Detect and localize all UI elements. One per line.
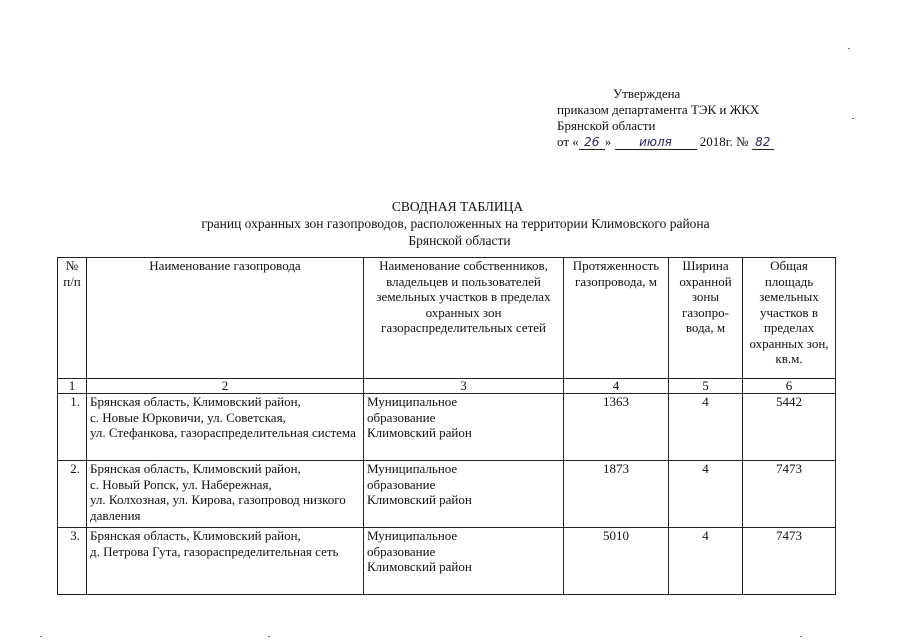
table-header-row bbox=[58, 258, 836, 379]
approval-order: приказом департамента ТЭК и ЖКХ bbox=[557, 102, 760, 117]
approval-title: Утверждена bbox=[613, 86, 681, 101]
column-number: 6 bbox=[743, 379, 836, 394]
column-number: 2 bbox=[87, 379, 364, 394]
order-number-label: № bbox=[736, 134, 749, 149]
table-row bbox=[58, 461, 836, 528]
scan-speck bbox=[40, 636, 42, 637]
row-zone-width: 4 bbox=[669, 528, 743, 595]
row-owner: Муниципальное образование Климовский район bbox=[364, 528, 564, 595]
approval-date-line bbox=[557, 134, 774, 150]
column-number: 3 bbox=[364, 379, 564, 394]
row-area: 7473 bbox=[743, 461, 836, 528]
approval-block bbox=[557, 86, 774, 150]
column-number-row bbox=[58, 379, 836, 394]
order-number: 82 bbox=[752, 136, 774, 150]
row-pipeline-name: Брянская область, Климовский район, д. Петрова Гута, газораспределительная сеть bbox=[87, 528, 364, 595]
row-pipeline-name: Брянская область, Климовский район, с. Новый Ропск, ул. Набережная, ул. Колхозная, ул. Кирова, газопровод низкого давления bbox=[87, 461, 364, 528]
header-owners: Наименование собственников, владельцев и пользователей земельных участков в пределах охранных зон газораспределительных сетей bbox=[364, 258, 564, 379]
row-zone-width: 4 bbox=[669, 461, 743, 528]
row-length: 1363 bbox=[564, 394, 669, 461]
header-area: Общая площадь земельных участков в пределах охранных зон, кв.м. bbox=[743, 258, 836, 379]
scan-speck bbox=[268, 636, 270, 637]
document-title bbox=[0, 198, 905, 249]
row-owner: Муниципальное образование Климовский район bbox=[364, 461, 564, 528]
approval-region: Брянской области bbox=[557, 118, 656, 133]
row-length: 1873 bbox=[564, 461, 669, 528]
table-row bbox=[58, 528, 836, 595]
gas-pipeline-table bbox=[57, 257, 836, 595]
column-number: 5 bbox=[669, 379, 743, 394]
row-length: 5010 bbox=[564, 528, 669, 595]
header-number: № п/п bbox=[58, 258, 87, 379]
date-day: 26 bbox=[579, 136, 605, 150]
scan-speck bbox=[848, 48, 850, 49]
row-owner: Муниципальное образование Климовский район bbox=[364, 394, 564, 461]
date-year: 2018г. bbox=[699, 134, 733, 149]
header-length: Протяженность газопровода, м bbox=[564, 258, 669, 379]
row-number: 1. bbox=[58, 394, 87, 461]
row-area: 5442 bbox=[743, 394, 836, 461]
column-number: 4 bbox=[564, 379, 669, 394]
date-quote-close: » bbox=[604, 134, 612, 149]
title-region: Брянской области bbox=[408, 233, 511, 248]
table-row bbox=[58, 394, 836, 461]
date-month: июля bbox=[615, 136, 697, 150]
title-main: СВОДНАЯ ТАБЛИЦА bbox=[391, 199, 524, 214]
scan-speck bbox=[852, 118, 854, 119]
date-from-label: от « bbox=[557, 134, 579, 149]
row-area: 7473 bbox=[743, 528, 836, 595]
header-zone-width: Ширина охранной зоны газопро-вода, м bbox=[669, 258, 743, 379]
title-subtitle: границ охранных зон газопроводов, расположенных на территории Климовского района bbox=[201, 216, 710, 231]
column-number: 1 bbox=[58, 379, 87, 394]
row-zone-width: 4 bbox=[669, 394, 743, 461]
row-number: 3. bbox=[58, 528, 87, 595]
row-pipeline-name: Брянская область, Климовский район, с. Новые Юрковичи, ул. Советская, ул. Стефанкова, газораспределительная система bbox=[87, 394, 364, 461]
header-pipeline-name: Наименование газопровода bbox=[87, 258, 364, 379]
scan-speck bbox=[800, 636, 802, 637]
row-number: 2. bbox=[58, 461, 87, 528]
